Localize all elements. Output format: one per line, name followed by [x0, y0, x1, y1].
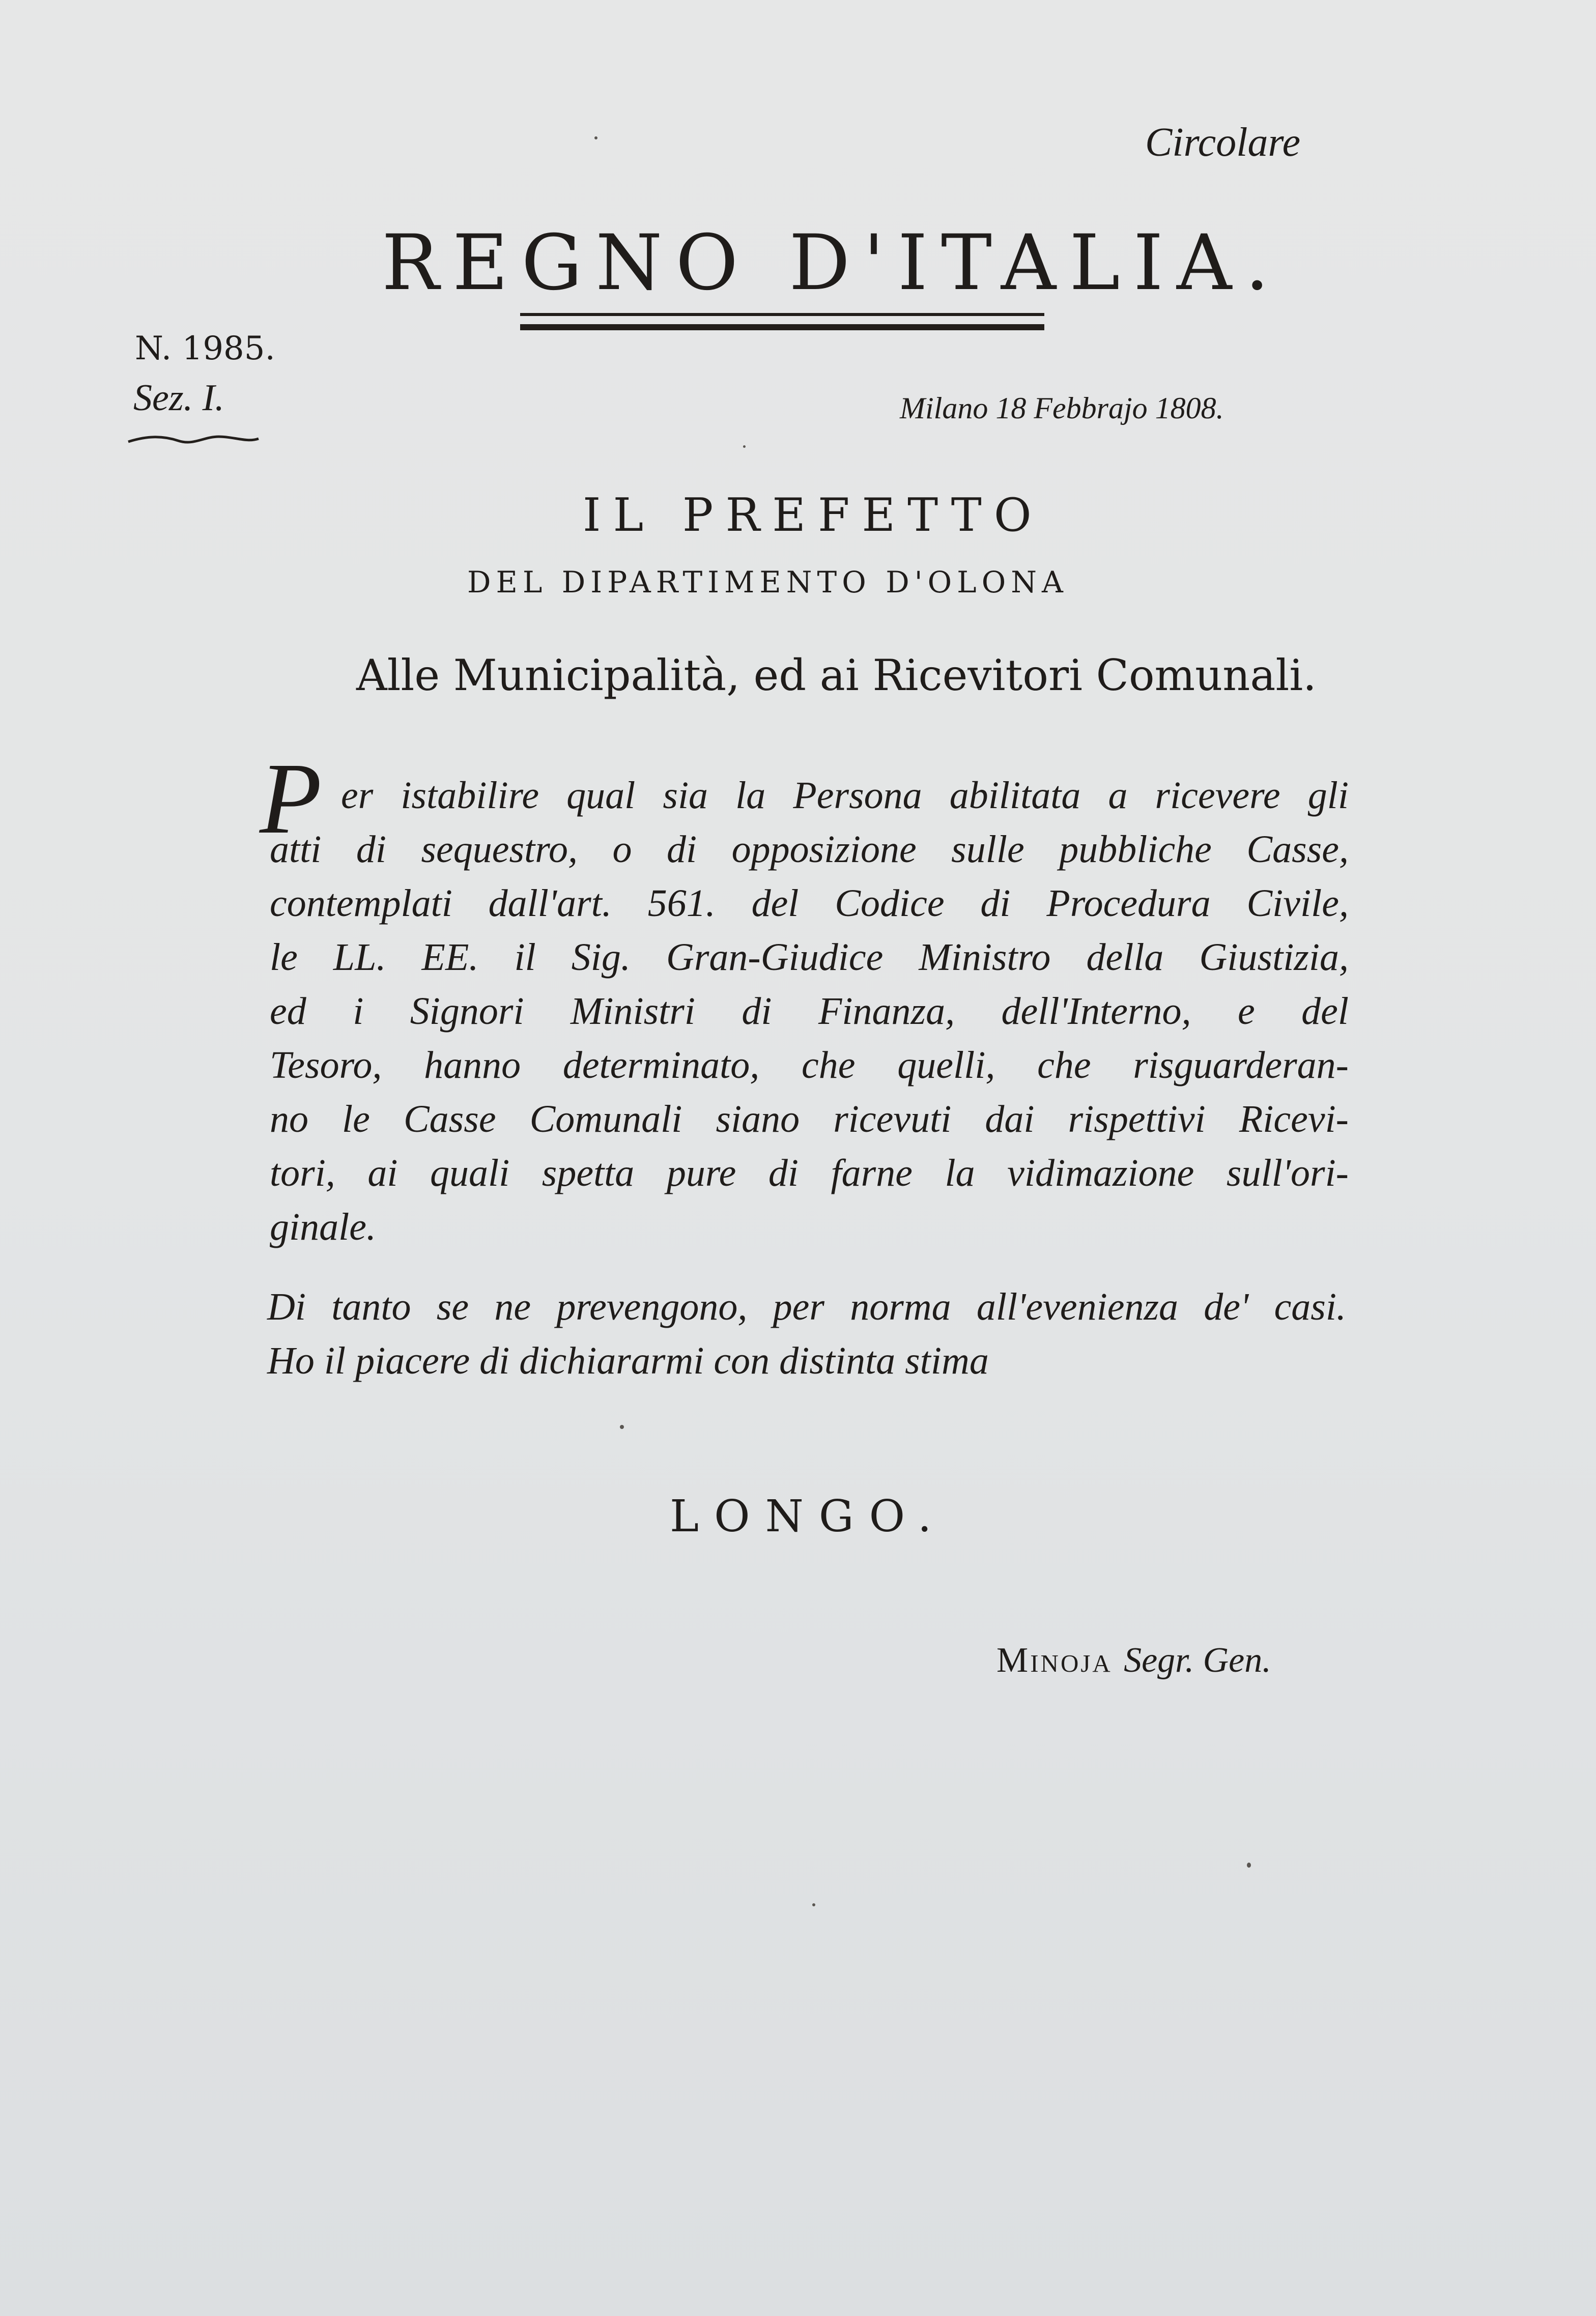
secretary-signature [996, 1639, 1271, 1681]
closing-lines [267, 1280, 1346, 1388]
body-line: tori, ai quali spetta pure di farne la vidimazione sull'ori- [270, 1152, 1349, 1194]
secretary-name: Minoja [996, 1641, 1113, 1680]
body-line: contemplati dall'art. 561. del Codice di Procedura Civile, [270, 882, 1349, 925]
body-line: ed i Signori Ministri di Finanza, dell'Interno, e del [270, 990, 1349, 1033]
paper-speck [743, 445, 746, 448]
closing-line: Ho il piacere di dichiararmi con distinta stima [267, 1339, 989, 1382]
place-date: Milano 18 Febbrajo 1808. [900, 391, 1224, 425]
ornamental-swash [127, 432, 260, 447]
protocol-number: N. 1985. [135, 330, 275, 367]
circular-label: Circolare [1145, 120, 1301, 165]
body-line: ginale. [270, 1206, 376, 1248]
body-line: atti di sequestro, o di opposizione sulle pubbliche Casse, [270, 828, 1349, 871]
paper-speck [594, 136, 597, 139]
body-line: le LL. EE. il Sig. Gran-Giudice Ministro della Giustizia, [270, 936, 1349, 979]
sender-department: DEL DIPARTIMENTO D'OLONA [467, 565, 1068, 599]
section-label: Sez. I. [133, 377, 224, 419]
paper-speck [1247, 1863, 1251, 1868]
addressee-line: Alle Municipalità, ed ai Ricevitori Comunali. [356, 650, 1317, 700]
body-paragraph [270, 768, 1349, 1254]
paper-speck [620, 1425, 624, 1429]
body-line: Tesoro, hanno determinato, che quelli, che risguarderan- [270, 1044, 1349, 1086]
kingdom-title: REGNO D'ITALIA. [382, 219, 1282, 307]
body-line: no le Casse Comunali siano ricevuti dai rispettivi Ricevi- [270, 1098, 1349, 1140]
paper-speck [812, 1903, 815, 1906]
body-line: er istabilire qual sia la Persona abilitata a ricevere gli [341, 774, 1349, 817]
sender-title: IL PREFETTO [583, 489, 1044, 542]
signature-name: LONGO. [670, 1491, 947, 1542]
title-rule-thick [520, 324, 1044, 330]
drop-cap: P [260, 742, 322, 855]
closing-line: Di tanto se ne prevengono, per norma all'evenienza de' casi. [267, 1285, 1346, 1328]
secretary-title: Segr. Gen. [1124, 1641, 1271, 1680]
title-rule-thin [520, 313, 1044, 316]
